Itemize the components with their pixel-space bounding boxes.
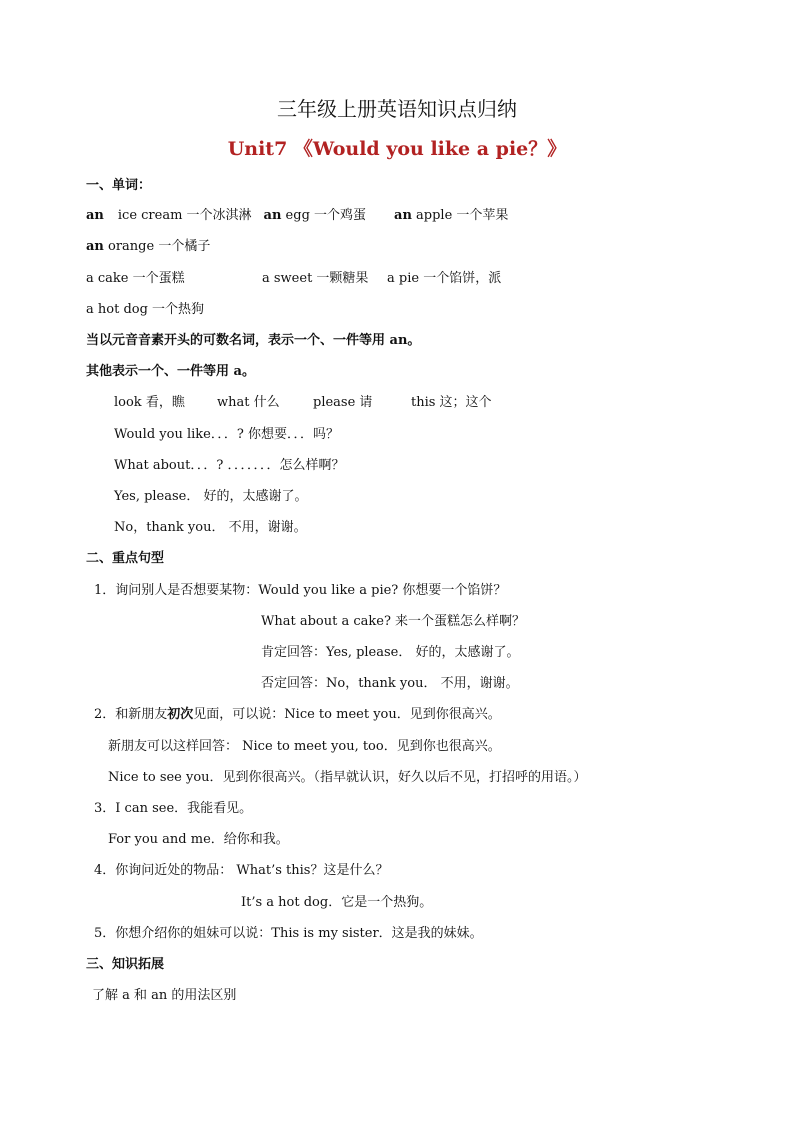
pattern-5-sister: 5．你想介绍你的姐妹可以说：This is my sister．这是我的妹妹。 bbox=[94, 926, 483, 941]
vocab-pie: a pie 一个馅饼，派 bbox=[387, 271, 502, 286]
extension-note: 了解 a 和 an 的用法区别 bbox=[92, 988, 237, 1003]
pattern-1-what-about: What about a cake? 来一个蛋糕怎么样啊？ bbox=[261, 614, 526, 629]
pattern-2-greeting bbox=[94, 706, 501, 724]
section-heading-extension: 三、知识拓展 bbox=[86, 957, 165, 972]
rule-a: 其他表示一个、一件等用 a。 bbox=[86, 364, 255, 379]
pattern-4-its-a-hot-dog: It’s a hot dog．它是一个热狗。 bbox=[241, 895, 433, 910]
pattern-1-negative: 否定回答：No，thank you． 不用，谢谢。 bbox=[261, 676, 519, 691]
pattern-1-question: 1．询问别人是否想要某物：Would you like a pie? 你想要一个馅饼？ bbox=[94, 583, 507, 598]
word-what: what 什么 bbox=[217, 395, 280, 410]
section-heading-vocabulary: 一、单词： bbox=[86, 178, 152, 193]
vocab-ice-cream: ice cream 一个冰淇淋 bbox=[117, 208, 252, 223]
pattern-2-reply: 新朋友可以这样回答： Nice to meet you, too．见到你也很高兴。 bbox=[108, 739, 501, 754]
vocab-hot-dog: a hot dog 一个热狗 bbox=[86, 302, 205, 317]
vocab-egg: egg 一个鸡蛋 bbox=[281, 208, 367, 223]
vocab-apple: apple 一个苹果 bbox=[411, 208, 509, 223]
section-heading-key-patterns: 二、重点句型 bbox=[86, 551, 165, 566]
article-an: an bbox=[263, 208, 282, 223]
pattern-2-nice-to-see-you: Nice to see you．见到你很高兴。（指早就认识，好久以后不见，打招呼的用语。） bbox=[108, 770, 587, 785]
vocab-cake: a cake 一个蛋糕 bbox=[86, 271, 185, 286]
phrase-yes-please: Yes, please． 好的，太感谢了。 bbox=[114, 489, 308, 504]
article-an: an bbox=[394, 208, 412, 223]
pattern-3-i-can-see: 3．I can see．我能看见。 bbox=[94, 801, 253, 816]
phrase-would-you-like: Would you like．．．? 你想要．．．吗？ bbox=[114, 427, 339, 442]
vocab-orange: orange 一个橘子 bbox=[103, 239, 211, 254]
page-title: 三年级上册英语知识点归纳 bbox=[277, 97, 517, 121]
phrase-no-thank-you: No，thank you． 不用，谢谢。 bbox=[114, 520, 307, 535]
pattern-2-suffix: 见面，可以说：Nice to meet you．见到你很高兴。 bbox=[193, 707, 501, 722]
word-please: please 请 bbox=[313, 395, 373, 410]
rule-an: 当以元音音素开头的可数名词，表示一个、一件等用 an。 bbox=[86, 333, 421, 348]
vocab-row-1 bbox=[86, 207, 508, 225]
vocab-row-2 bbox=[86, 238, 210, 256]
pattern-2-emphasis: 初次 bbox=[167, 707, 194, 722]
phrase-what-about: What about．．．? ．．．．．．．怎么样啊？ bbox=[114, 458, 345, 473]
page-subtitle: Unit7 《Would you like a pie？》 bbox=[227, 138, 567, 160]
article-an: an bbox=[86, 208, 104, 223]
pattern-3-for-you-and-me: For you and me．给你和我。 bbox=[108, 832, 289, 847]
vocab-sweet: a sweet 一颗糖果 bbox=[262, 271, 369, 286]
pattern-2-prefix: 2．和新朋友 bbox=[94, 707, 168, 722]
article-an: an bbox=[86, 239, 104, 254]
pattern-1-positive: 肯定回答：Yes, please． 好的，太感谢了。 bbox=[261, 645, 520, 660]
word-look: look 看，瞧 bbox=[114, 395, 185, 410]
pattern-4-whats-this: 4．你询问近处的物品： What’s this？这是什么？ bbox=[94, 863, 389, 878]
word-this: this 这；这个 bbox=[411, 395, 492, 410]
